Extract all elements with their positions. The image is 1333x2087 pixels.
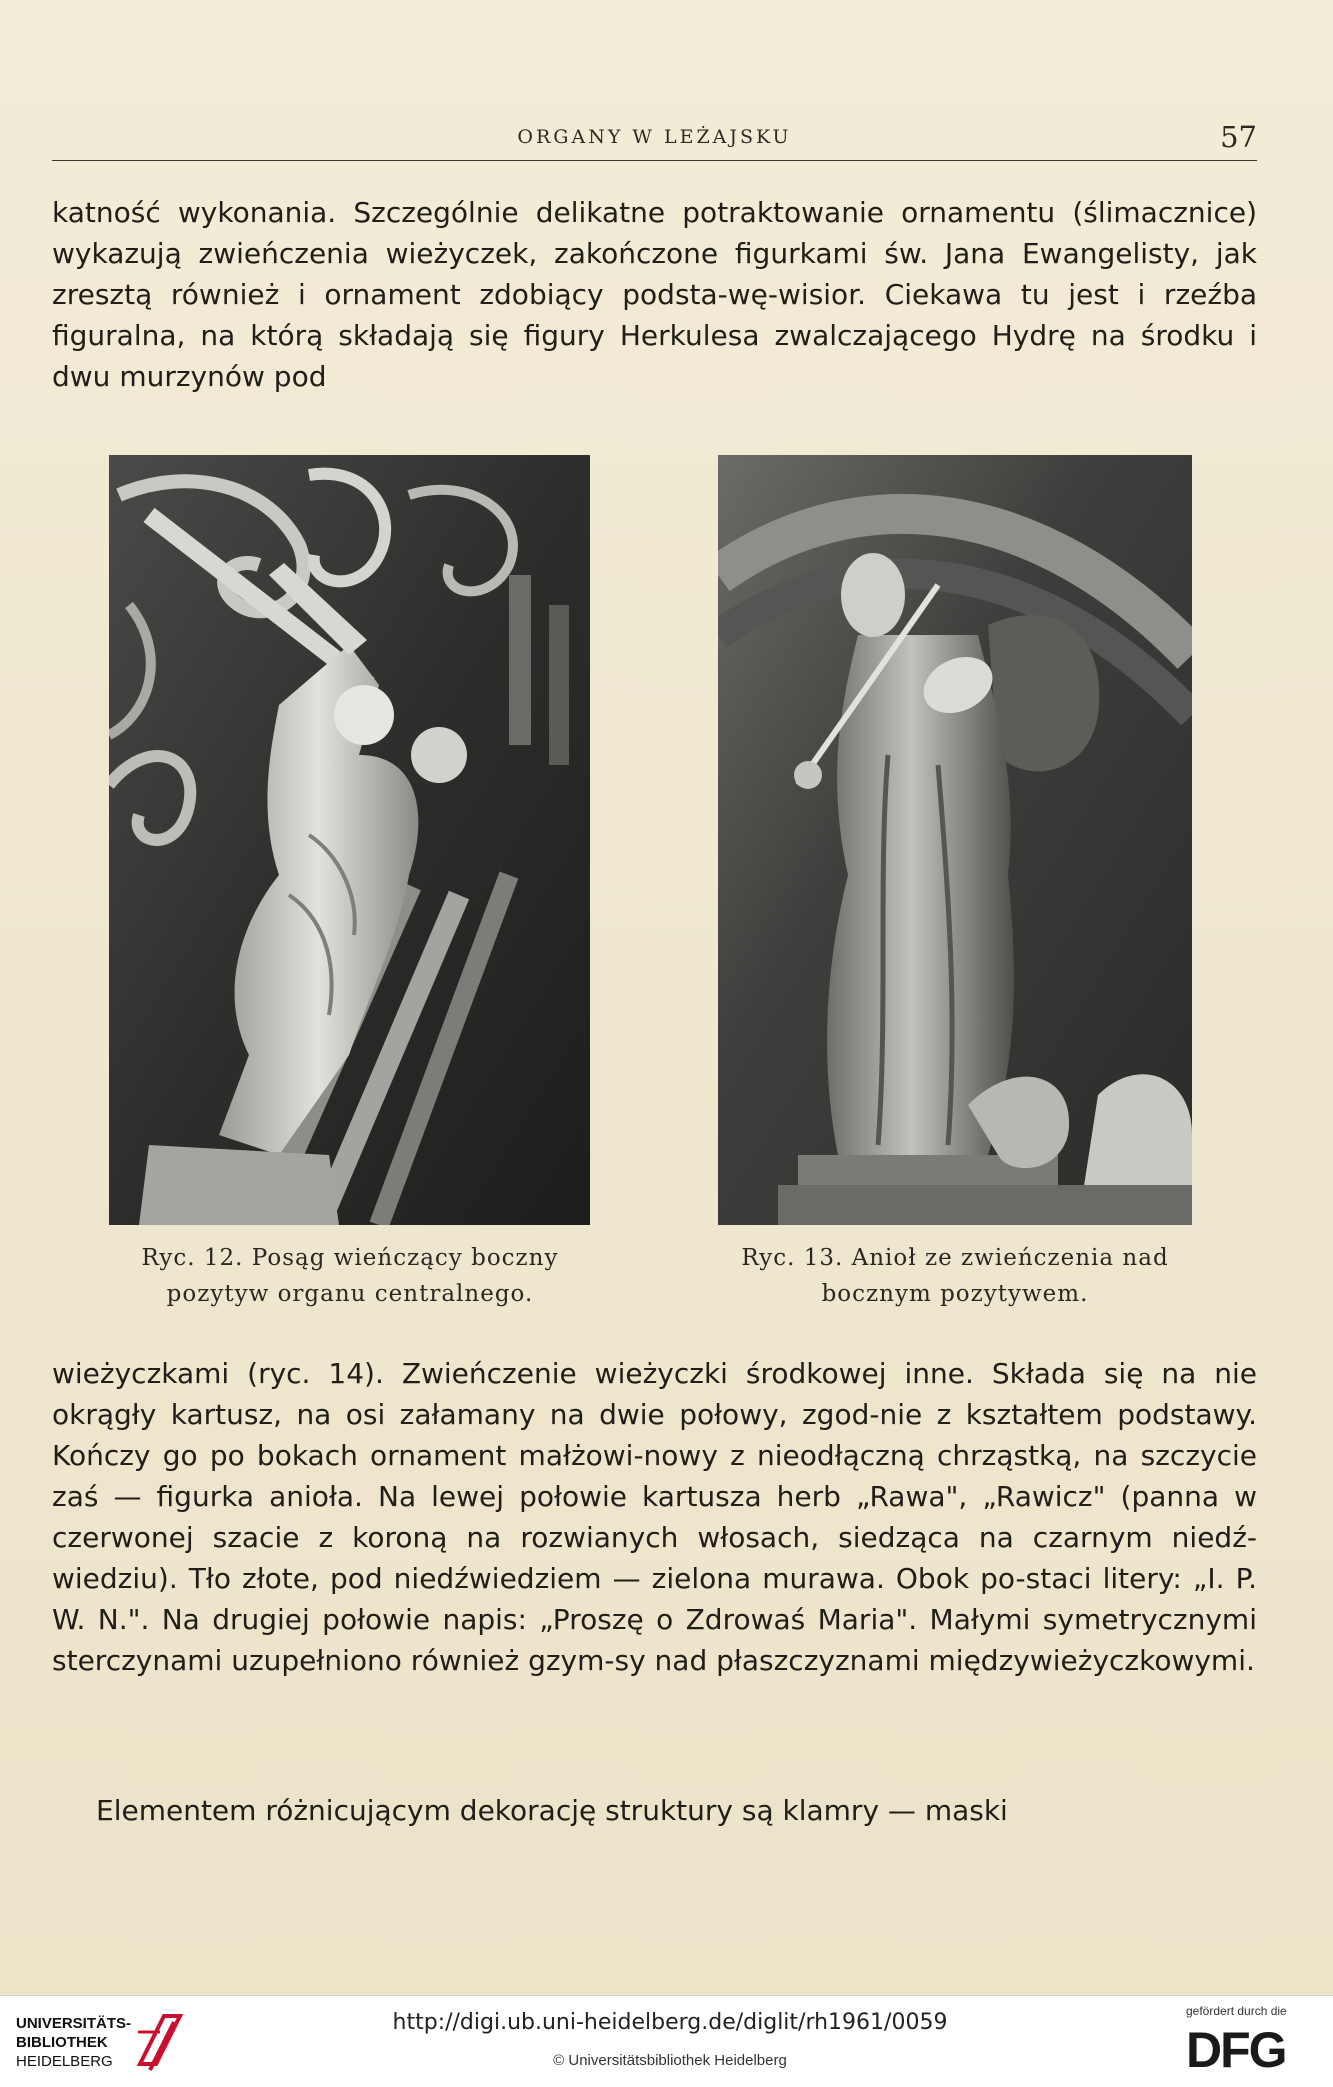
dfg-logo[interactable]: DFG [1186, 2022, 1286, 2078]
figure-12-caption-line-1: Ryc. 12. Posąg wieńczący boczny [141, 1245, 559, 1271]
permalink-url[interactable]: http://digi.ub.uni-heidelberg.de/diglit/rh1961/0059 [392, 2010, 948, 2035]
running-title: ORGANY W LEŻAJSKU [517, 126, 792, 148]
library-emblem-icon [134, 2012, 186, 2072]
figure-13-angel-image [718, 455, 1192, 1225]
library-logo[interactable] [16, 2012, 186, 2076]
figure-13-photo [718, 455, 1192, 1225]
library-name [16, 2014, 131, 2071]
library-name-line-1: UNIVERSITÄTS- [16, 2015, 132, 2032]
figure-13-caption [670, 1240, 1240, 1312]
library-name-line-2: BIBLIOTHEK [16, 2034, 108, 2051]
paragraph-3: Elementem różnicującym dekorację struktury są klamry — maski [96, 1794, 1008, 1827]
figure-12-caption [60, 1240, 640, 1312]
figure-13-caption-line-2: bocznym pozytywem. [821, 1281, 1089, 1307]
running-head [52, 120, 1257, 161]
viewer-footer [0, 1995, 1333, 2087]
copyright-notice: © Universitätsbibliothek Heidelberg [553, 2052, 787, 2069]
funding-note: gefördert durch die [1186, 2004, 1287, 2018]
library-name-line-3: HEIDELBERG [16, 2053, 113, 2070]
paragraph-2: wieżyczkami (ryc. 14). Zwieńczenie wieżyczki środkowej inne. Składa się na nie okrągły kartusz, na osi załamany na dwie połowy, zgod-nie z kształtem podstawy. Kończy go po bokach ornament małżowi-nowy z nieodłączną chrząstką, na szczycie zaś — figurka anioła. Na lewej połowie kartusza herb „Rawa", „Rawicz" (panna w czerwonej szacie z koroną na rozwianych włosach, siedząca na czarnym niedź-wiedziu). Tło złote, pod niedźwiedziem — zielona murawa. Obok po-staci litery: „I. P. W. N.". Na drugiej połowie napis: „Proszę o Zdrowaś Maria". Małymi symetrycznymi sterczynami uzupełniono również gzym-sy nad płaszczyznami międzywieżyczkowymi. [52, 1357, 1257, 1677]
paragraph-1: katność wykonania. Szczególnie delikatne potraktowanie ornamentu (ślimacznice) wykazują zwieńczenia wieżyczek, zakończone figurkami św. Jana Ewangelisty, jak zresztą również i ornament zdobiący podsta-wę-wisior. Ciekawa tu jest i rzeźba figuralna, na którą składają się figury Herkulesa zwalczającego Hydrę na środku i dwu murzynów pod [52, 196, 1257, 393]
figure-12-statue-image [109, 455, 590, 1225]
figure-13-caption-line-1: Ryc. 13. Anioł ze zwieńczenia nad [741, 1245, 1169, 1271]
page-number: 57 [1220, 120, 1257, 154]
figure-12-caption-line-2: pozytyw organu centralnego. [166, 1281, 534, 1307]
figure-12-photo [109, 455, 590, 1225]
